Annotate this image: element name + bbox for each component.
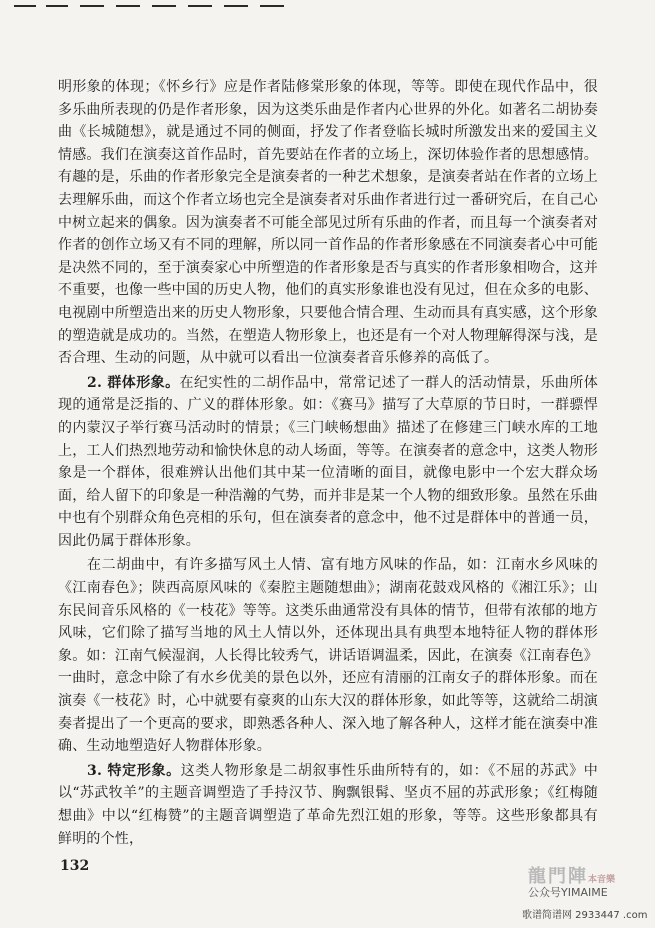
page-body <box>58 76 598 850</box>
page-number: 132 <box>60 858 90 874</box>
paragraph-2 <box>58 372 598 553</box>
paragraph-4-lead: 3. 特定形象。 <box>87 762 181 779</box>
paragraph-1 <box>58 76 598 370</box>
paragraph-4-text: 这类人物形象是二胡叙事性乐曲所特有的，如：《不屈的苏武》中以“苏武牧羊”的主题音调塑造了手持汉节、胸飘银髯、坚贞不屈的苏武形象；《红梅随想曲》中以“红梅赞”的主题音调塑造了革命先烈江姐的形象，等等。这些形象都具有鲜明的个性， <box>58 762 598 847</box>
watermark-site: 公众号YIMAIME <box>528 886 608 899</box>
watermark-bottom: 歌谱简谱网 2933447 .com <box>522 910 648 921</box>
watermark-logo-small: 本音樂 <box>588 875 616 885</box>
paragraph-4 <box>58 760 598 850</box>
paragraph-2-lead: 2. 群体形象。 <box>87 374 180 391</box>
paragraph-1-text: 明形象的体现；《怀乡行》应是作者陆修棠形象的体现，等等。即使在现代作品中，很多乐曲所表现的仍是作者形象，因为这类乐曲是作者内心世界的外化。如著名二胡协奏曲《长城随想》，就是通过不同的侧面，抒发了作者登临长城时所激发出来的爱国主义情感。我们在演奏这首作品时，首先要站在作者的立场上，深切体验作者的思想感情。有趣的是，乐曲的作者形象完全是演奏者的一种艺术想象，是演奏者站在作者的立场上去理解乐曲，而这个作者立场也完全是演奏者对乐曲作者进行过一番研究后，在自己心中树立起来的偶象。因为演奏者不可能全部见过所有乐曲的作者，而且每一个演奏者对作者的创作立场又有不同的理解，所以同一首作品的作者形象感在不同演奏者心中可能是决然不同的，至于演奏家心中所塑造的作者形象是否与真实的作者形象相吻合，这并不重要，也像一些中国的历史人物，他们的真实形象谁也没有见过，但在众多的电影、电视剧中所塑造出来的历史人物形象，只要他合情合理、生动而具有真实感，这个形象的塑造就是成功的。当然，在塑造人物形象上，也还是有一个对人物理解得深与浅，是否合理、生动的问题，从中就可以看出一位演奏者音乐修养的高低了。 <box>58 79 598 367</box>
paragraph-3 <box>58 554 598 757</box>
watermark-logo-text: 龍門陣 <box>528 866 588 887</box>
top-edge-dashes <box>0 0 655 14</box>
paragraph-2-text: 在纪实性的二胡作品中，常常记述了一群人的活动情景，乐曲所体现的通常是泛指的、广义的群体形象。如：《赛马》描写了大草原的节日时，一群骠悍的内蒙汉子举行赛马活动时的情景；《三门峡畅想曲》描述了在修建三门峡水库的工地上，工人们热烈地劳动和愉快休息的动人场面，等等。在演奏者的意念中，这类人物形象是一个群体，很难辨认出他们其中某一位清晰的面目，就像电影中一个宏大群众场面，给人留下的印象是一种浩瀚的气势，而并非是某一个人物的细致形象。虽然在乐曲中也有个别群众角色亮相的乐句，但在演奏者的意念中，他不过是群体中的普通一员，因此仍属于群体形象。 <box>58 374 598 549</box>
paragraph-3-text: 在二胡曲中，有许多描写风土人情、富有地方风味的作品，如：江南水乡风味的《江南春色》；陕西高原风味的《秦腔主题随想曲》；湖南花鼓戏风格的《湘江乐》；山东民间音乐风格的《一枝花》等等。这类乐曲通常没有具体的情节，但带有浓郁的地方风味，它们除了描写当地的风土人情以外，还体现出具有典型本地特征人物的群体形象。如：江南气候湿润，人长得比较秀气，讲话语调温柔，因此，在演奏《江南春色》一曲时，意念中除了有水乡优美的景色以外，还应有清丽的江南女子的群体形象。而在演奏《一枝花》时，心中就要有豪爽的山东大汉的群体形象，如此等等，这就给二胡演奏者提出了一个更高的要求，即熟悉各种人、深入地了解各种人，这样才能在演奏中准确、生动地塑造好人物群体形象。 <box>58 557 598 755</box>
